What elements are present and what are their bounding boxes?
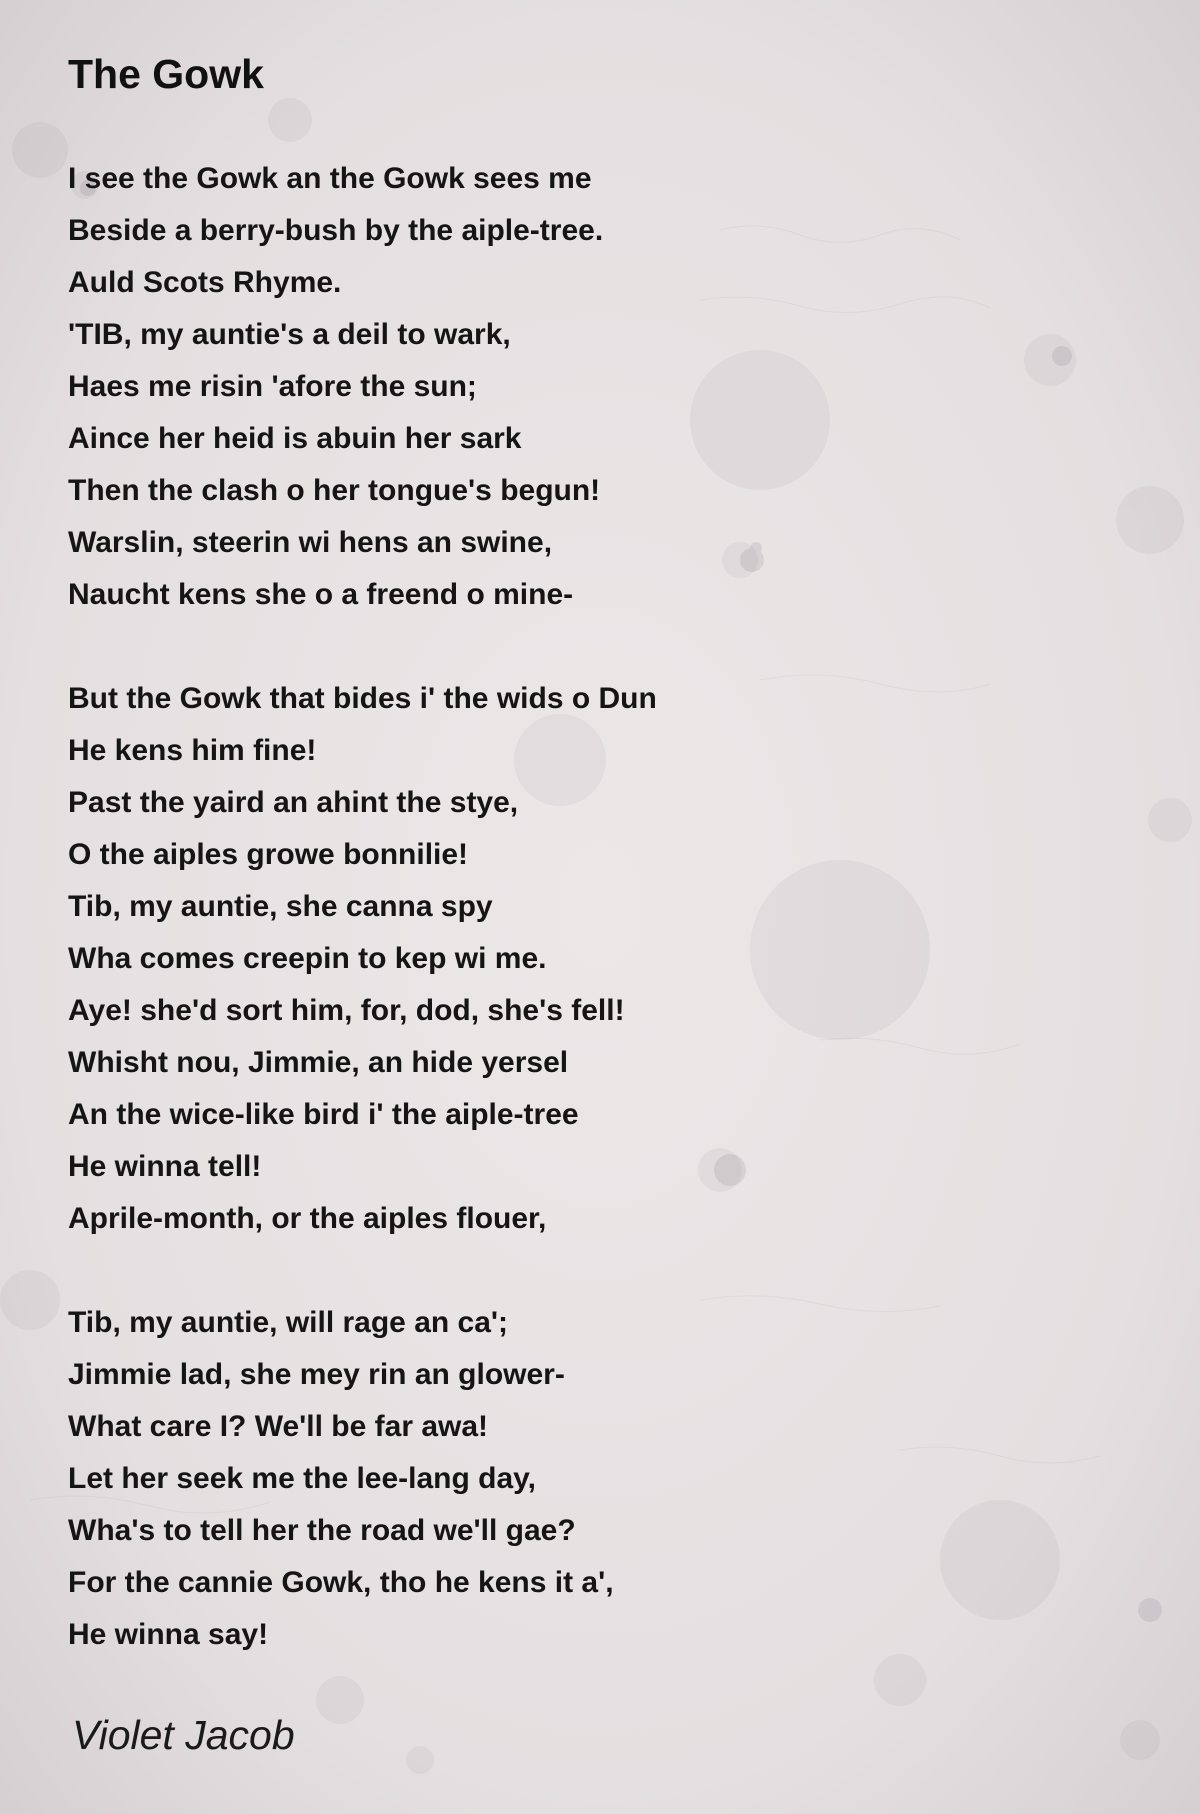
poem-stanza	[68, 153, 1128, 621]
poem-author: Violet Jacob	[72, 1712, 295, 1758]
poem-line: Whisht nou, Jimmie, an hide yersel	[68, 1046, 569, 1079]
poem-line: Aprile-month, or the aiples flouer,	[68, 1202, 547, 1235]
poem-line: An the wice-like bird i' the aiple-tree	[68, 1098, 579, 1131]
poem-line: Jimmie lad, she mey rin an glower-	[68, 1358, 565, 1391]
poem-line: Wha comes creepin to kep wi me.	[68, 942, 547, 975]
poem-line: Let her seek me the lee-lang day,	[68, 1462, 536, 1495]
poem-line: Aince her heid is abuin her sark	[68, 422, 522, 455]
poem-line: For the cannie Gowk, tho he kens it a',	[68, 1566, 614, 1599]
poem-line: Past the yaird an ahint the stye,	[68, 786, 519, 819]
poem-line: He winna tell!	[68, 1150, 262, 1183]
poem-line: Warslin, steerin wi hens an swine,	[68, 526, 553, 559]
poem-line: Naucht kens she o a freend o mine-	[68, 578, 574, 611]
poem-stanza	[68, 1297, 1128, 1661]
poem-line: He kens him fine!	[68, 734, 317, 767]
poem-line: Tib, my auntie, will rage an ca';	[68, 1306, 509, 1339]
poem-line: But the Gowk that bides i' the wids o Dun	[68, 682, 657, 715]
poem-line: He winna say!	[68, 1618, 269, 1651]
poem-stanza	[68, 673, 1128, 1245]
poem-line: Auld Scots Rhyme.	[68, 266, 342, 299]
poem-line: What care I? We'll be far awa!	[68, 1410, 489, 1443]
poem-line: Tib, my auntie, she canna spy	[68, 890, 493, 923]
poem-line: I see the Gowk an the Gowk sees me	[68, 162, 592, 195]
poem-line: Wha's to tell her the road we'll gae?	[68, 1514, 576, 1547]
poem-title: The Gowk	[68, 51, 264, 97]
poem-line: O the aiples growe bonnilie!	[68, 838, 469, 871]
poem-line: Beside a berry-bush by the aiple-tree.	[68, 214, 604, 247]
poem-line: Haes me risin 'afore the sun;	[68, 370, 477, 403]
poem-line: 'TIB, my auntie's a deil to wark,	[68, 318, 511, 351]
poem-body	[68, 153, 1128, 1713]
poem-line: Aye! she'd sort him, for, dod, she's fell!	[68, 994, 625, 1027]
poem-line: Then the clash o her tongue's begun!	[68, 474, 601, 507]
